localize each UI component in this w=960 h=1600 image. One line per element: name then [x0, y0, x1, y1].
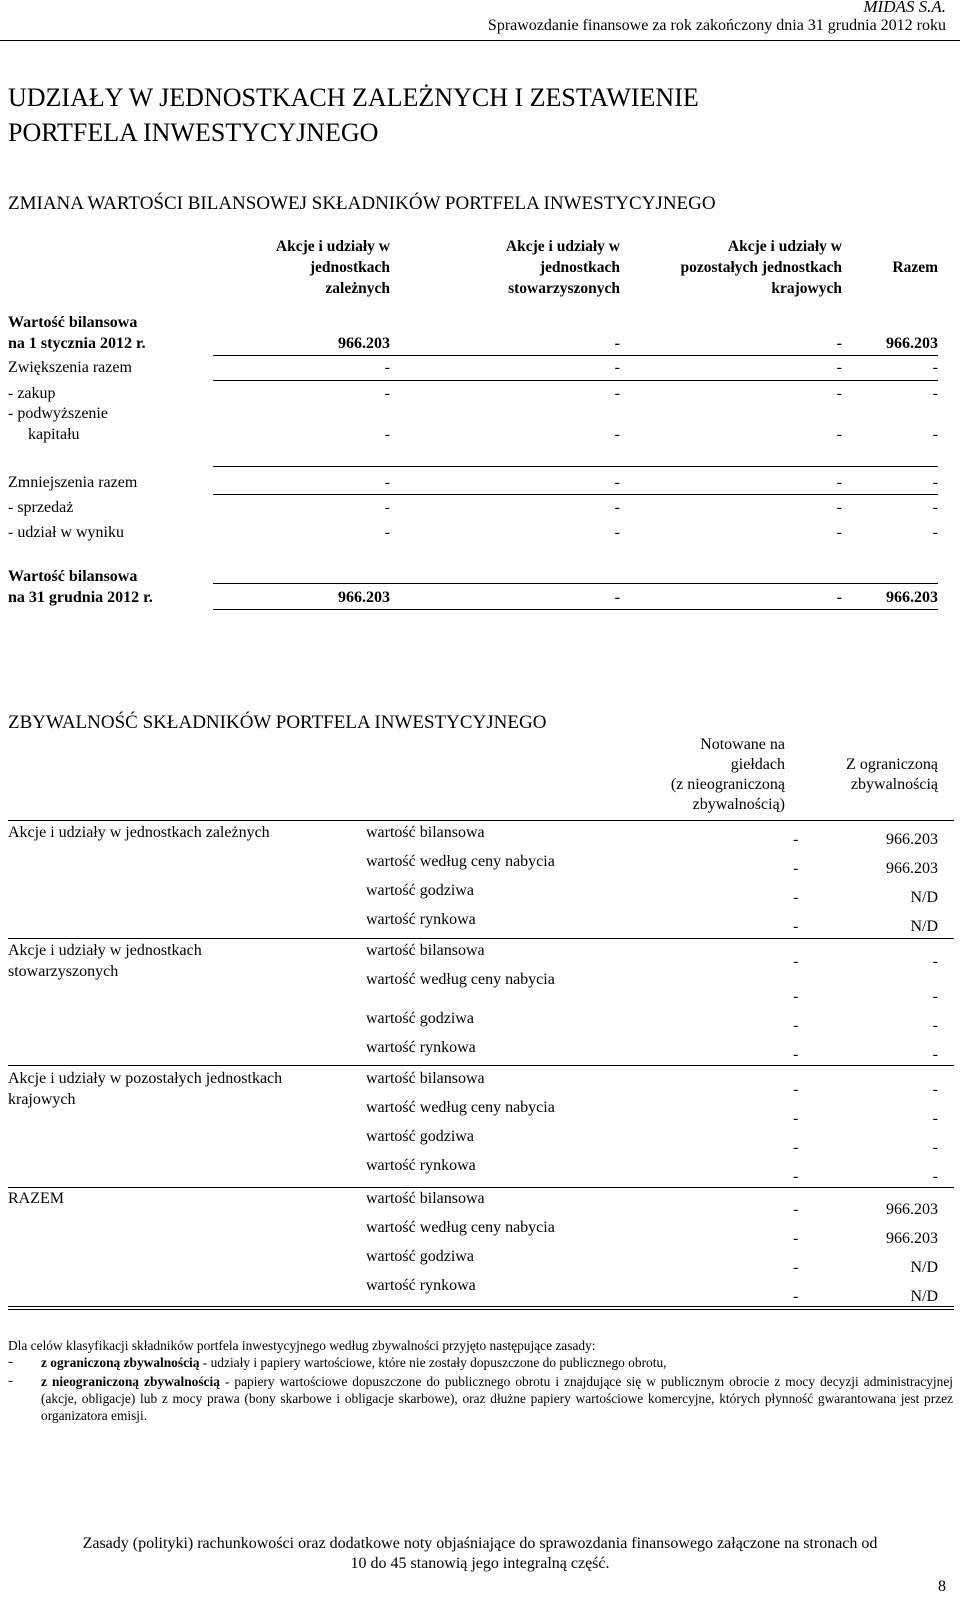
measure-label: wartość rynkowa: [366, 1039, 476, 1056]
cell-value: -: [614, 335, 620, 352]
section2-heading: ZBYWALNOŚĆ SKŁADNIKÓW PORTFELA INWESTYCYJNEGO: [8, 712, 547, 733]
row-label: kapitału: [28, 426, 80, 443]
listed-value: -: [793, 1168, 799, 1185]
column-header-line: Akcje i udziały w: [505, 238, 620, 255]
column-header-line: stowarzyszonych: [508, 280, 620, 297]
column-header-line: zbywalnością: [850, 776, 938, 793]
group-divider: [8, 1187, 954, 1188]
listed-value: -: [793, 1288, 799, 1305]
cell-value: -: [836, 385, 842, 402]
company-name: MIDAS S.A.: [863, 0, 946, 16]
cell-value: -: [932, 426, 938, 443]
note-item-restricted-text: - udziały i papiery wartościowe, które nie zostały dopuszczone do publicznego obrotu,: [199, 1355, 667, 1370]
row-label: Wartość bilansowa: [8, 314, 138, 331]
cell-value: -: [614, 524, 620, 541]
column-header-listed: [585, 735, 785, 815]
page-title: [8, 80, 948, 150]
measure-label: wartość według ceny nabycia: [366, 1099, 555, 1116]
cell-value: -: [384, 499, 390, 516]
group-divider: [8, 938, 954, 939]
column-header: [160, 236, 390, 299]
column-header-line: Akcje i udziały w: [275, 238, 390, 255]
cell-value: -: [836, 335, 842, 352]
cell-value: -: [384, 385, 390, 402]
listed-value: -: [793, 860, 799, 877]
listed-value: -: [793, 1110, 799, 1127]
row-label: Zwiększenia razem: [8, 359, 132, 376]
measure-label: wartość bilansowa: [366, 942, 485, 959]
measure-label: wartość rynkowa: [366, 911, 476, 928]
listed-value: -: [793, 1046, 799, 1063]
column-header-line: zbywalnością): [692, 796, 785, 813]
listed-value: -: [793, 953, 799, 970]
column-header-line: jednostkach: [309, 259, 390, 276]
restricted-value: -: [932, 1046, 938, 1063]
listed-value: -: [793, 1081, 799, 1098]
row-label: - udział w wyniku: [8, 524, 124, 541]
listed-value: -: [793, 1201, 799, 1218]
cell-value: -: [836, 426, 842, 443]
cell-value: -: [614, 426, 620, 443]
measure-label: wartość godziwa: [366, 882, 474, 899]
restricted-value: 966.203: [886, 1230, 938, 1247]
cell-value: 966.203: [886, 589, 938, 606]
group-label: RAZEM: [8, 1190, 64, 1207]
listed-value: -: [793, 1139, 799, 1156]
bullet-dash: -: [8, 1354, 13, 1370]
measure-label: wartość według ceny nabycia: [366, 971, 555, 988]
column-header-line: Z ograniczoną: [846, 756, 938, 773]
cell-value: -: [836, 359, 842, 376]
column-header-restricted: [778, 755, 938, 795]
table-rule: [213, 583, 938, 584]
row-label: Wartość bilansowa: [8, 568, 138, 585]
restricted-value: 966.203: [886, 860, 938, 877]
group-label: Akcje i udziały w jednostkach zależnych: [8, 824, 270, 841]
group-label: krajowych: [8, 1091, 76, 1108]
cell-value: 966.203: [338, 335, 390, 352]
measure-label: wartość godziwa: [366, 1010, 474, 1027]
note-item-restricted: [8, 1354, 953, 1371]
cell-value: -: [836, 474, 842, 491]
measure-label: wartość według ceny nabycia: [366, 1219, 555, 1236]
column-header-line: giełdach: [730, 756, 785, 773]
measure-label: wartość bilansowa: [366, 1070, 485, 1087]
cell-value: -: [932, 524, 938, 541]
cell-value: -: [932, 499, 938, 516]
column-header-line: Razem: [892, 259, 938, 276]
page-number: 8: [938, 1578, 946, 1595]
restricted-value: -: [932, 988, 938, 1005]
row-label: - podwyższenie: [8, 405, 108, 422]
notes-intro: Dla celów klasyfikacji składników portfela inwestycyjnego według zbywalności przyjęto następujące zasady:: [8, 1338, 596, 1353]
measure-label: wartość rynkowa: [366, 1157, 476, 1174]
table-rule: [213, 380, 938, 381]
note-item-unrestricted-text: - papiery wartościowe dopuszczone do publicznego obrotu i znajdujące się w publicznym obrocie z mocy decyzji administracyjnej (akcje, obligacje) lub z mocy prawa (bony skarbowe i obligacje skarbowe), oraz dłużne papiery wartościowe komercyjne, których płynność gwarantowana jest przez organizatora emisji.: [41, 1374, 953, 1423]
listed-value: -: [793, 1017, 799, 1034]
cell-value: -: [932, 359, 938, 376]
footer-note: [0, 1534, 960, 1574]
column-header-line: pozostałych jednostkach: [680, 259, 842, 276]
group-label: stowarzyszonych: [8, 963, 119, 980]
group-label: Akcje i udziały w jednostkach: [8, 942, 202, 959]
table-bottom-rule: [8, 1306, 954, 1310]
restricted-value: -: [932, 1017, 938, 1034]
restricted-value: -: [932, 1139, 938, 1156]
listed-value: -: [793, 889, 799, 906]
measure-label: wartość rynkowa: [366, 1277, 476, 1294]
restricted-value: -: [932, 1081, 938, 1098]
restricted-value: N/D: [910, 918, 938, 935]
measure-label: wartość według ceny nabycia: [366, 853, 555, 870]
footer-line2: 10 do 45 stanowią jego integralną część.: [350, 1555, 610, 1572]
page-title-line2: PORTFELA INWESTYCYJNEGO: [8, 118, 379, 147]
header-divider: [0, 40, 960, 41]
cell-value: -: [614, 385, 620, 402]
cell-value: -: [384, 524, 390, 541]
restricted-value: N/D: [910, 1259, 938, 1276]
page-title-line1: UDZIAŁY W JEDNOSTKACH ZALEŻNYCH I ZESTAWIENIE: [8, 83, 699, 112]
table-rule: [213, 494, 938, 495]
restricted-value: -: [932, 953, 938, 970]
row-label: - zakup: [8, 385, 56, 402]
column-header-line: krajowych: [771, 280, 842, 297]
cell-value: 966.203: [886, 335, 938, 352]
section1-heading: ZMIANA WARTOŚCI BILANSOWEJ SKŁADNIKÓW PORTFELA INWESTYCYJNEGO: [8, 193, 716, 214]
cell-value: -: [614, 499, 620, 516]
restricted-value: -: [932, 1110, 938, 1127]
cell-value: -: [384, 474, 390, 491]
group-label: Akcje i udziały w pozostałych jednostkach: [8, 1070, 283, 1087]
measure-label: wartość bilansowa: [366, 824, 485, 841]
table-rule: [213, 466, 938, 467]
cell-value: -: [932, 474, 938, 491]
cell-value: -: [614, 589, 620, 606]
column-header-line: (z nieograniczoną: [670, 776, 785, 793]
measure-label: wartość godziwa: [366, 1128, 474, 1145]
column-header-line: zależnych: [325, 280, 390, 297]
footer-line1: Zasady (polityki) rachunkowości oraz dodatkowe noty objaśniające do sprawozdania finansowego załączone na stronach od: [82, 1535, 878, 1552]
listed-value: -: [793, 988, 799, 1005]
listed-value: -: [793, 831, 799, 848]
restricted-value: 966.203: [886, 831, 938, 848]
listed-value: -: [793, 918, 799, 935]
cell-value: -: [836, 524, 842, 541]
column-header-line: Akcje i udziały w: [727, 238, 842, 255]
cell-value: -: [836, 589, 842, 606]
row-label: na 1 stycznia 2012 r.: [8, 335, 146, 352]
column-header-line: Notowane na: [700, 736, 785, 753]
table-rule: [213, 355, 938, 356]
table-top-rule: [8, 820, 954, 821]
cell-value: -: [836, 499, 842, 516]
restricted-value: -: [932, 1168, 938, 1185]
bullet-dash: -: [8, 1373, 13, 1389]
table-rule: [213, 609, 938, 610]
column-header: [390, 236, 620, 299]
cell-value: 966.203: [338, 589, 390, 606]
note-item-unrestricted: [8, 1373, 953, 1424]
restricted-value: 966.203: [886, 1201, 938, 1218]
column-header-line: jednostkach: [539, 259, 620, 276]
row-label: Zmniejszenia razem: [8, 474, 138, 491]
restricted-value: N/D: [910, 889, 938, 906]
restricted-value: N/D: [910, 1288, 938, 1305]
measure-label: wartość godziwa: [366, 1248, 474, 1265]
cell-value: -: [932, 385, 938, 402]
row-label: na 31 grudnia 2012 r.: [8, 589, 153, 606]
measure-label: wartość bilansowa: [366, 1190, 485, 1207]
cell-value: -: [384, 359, 390, 376]
report-title: Sprawozdanie finansowe za rok zakończony dnia 31 grudnia 2012 roku: [487, 17, 946, 34]
note-item-restricted-term: z ograniczoną zbywalnością: [41, 1355, 200, 1370]
listed-value: -: [793, 1259, 799, 1276]
cell-value: -: [384, 426, 390, 443]
note-item-unrestricted-term: z nieograniczoną zbywalnością: [41, 1374, 220, 1389]
cell-value: -: [614, 359, 620, 376]
group-divider: [8, 1065, 954, 1066]
row-label: - sprzedaż: [8, 499, 74, 516]
column-header: [708, 257, 938, 278]
listed-value: -: [793, 1230, 799, 1247]
cell-value: -: [614, 474, 620, 491]
